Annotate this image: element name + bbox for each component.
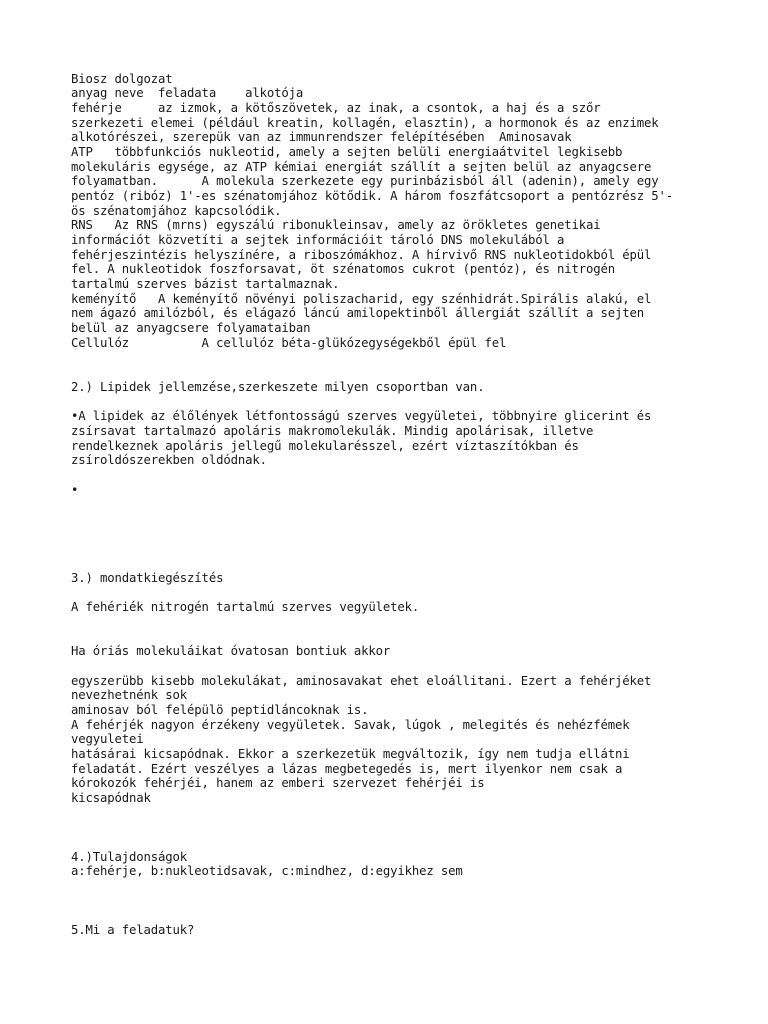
text-line: feladatát. Ezért veszélyes a lázas megbetegedés is, mert ilyenkor nem csak a bbox=[71, 762, 623, 776]
text-line: vegyuletei bbox=[71, 732, 144, 746]
section-heading: 4.)Tulajdonságok bbox=[71, 850, 188, 864]
text-line: folyamatban. A molekula szerkezete egy purinbázisból áll (adenin), amely egy bbox=[71, 174, 659, 188]
text-line: kicsapódnak bbox=[71, 791, 151, 805]
bullet-empty: • bbox=[71, 483, 79, 497]
text-line: információt közvetíti a sejtek információit tároló DNS molekulából a bbox=[71, 233, 565, 247]
text-line: rendelkeznek apoláris jellegű molekularésszel, ezért víztaszítókban és bbox=[71, 439, 579, 453]
text-line: kórokozók fehérjéi, hanem az emberi szervezet fehérjéi is bbox=[71, 776, 485, 790]
text-line: zsírsavat tartalmazó apoláris makromolekulák. Mindig apolárisak, illetve bbox=[71, 424, 594, 438]
table-header-line: anyag neve feladata alkotója bbox=[71, 86, 304, 100]
text-line: tartalmú szerves bázist tartalmaznak. bbox=[71, 277, 340, 291]
section-heading: 3.) mondatkiegészítés bbox=[71, 571, 224, 585]
text-line: A fehérjék nagyon érzékeny vegyületek. Savak, lúgok , melegités és nehézfémek bbox=[71, 718, 630, 732]
text-line: nevezhetnénk sok bbox=[71, 688, 188, 702]
text-line: fel. A nukleotidok foszforsavat, öt szénatomos cukrot (pentóz), és nitrogén bbox=[71, 262, 616, 276]
document-title: Biosz dolgozat bbox=[71, 72, 173, 86]
text-line: A fehériék nitrogén tartalmú szerves vegyületek. bbox=[71, 600, 420, 614]
text-line: belül az anyagcsere folyamataiban bbox=[71, 321, 311, 335]
text-line: keményítő A keményítő növényi poliszacharid, egy szénhidrát.Spirális alakú, el bbox=[71, 292, 652, 306]
text-line: ATP többfunkciós nukleotid, amely a sejten belüli energiaátvitel legkisebb bbox=[71, 145, 623, 159]
text-line: ös szénatomjához kapcsolódik. bbox=[71, 204, 282, 218]
text-line: fehérjeszintézis helyszínére, a riboszómákhoz. A hírvivő RNS nukleotidokból épül bbox=[71, 248, 652, 262]
section-heading: 2.) Lipidek jellemzése,szerkeszete milyen csoportban van. bbox=[71, 380, 485, 394]
text-line: zsíroldószerekben oldódnak. bbox=[71, 453, 267, 467]
text-line: szerkezeti elemei (például kreatin, kollagén, elasztin), a hormonok és az enzimek bbox=[71, 116, 659, 130]
text-line: egyszerübb kisebb molekulákat, aminosavakat ehet eloállitani. Ezert a fehérjéket bbox=[71, 674, 652, 688]
text-line: fehérje az izmok, a kötőszövetek, az inak, a csontok, a haj és a szőr bbox=[71, 101, 601, 115]
text-line: nem ágazó amilózból, és elágazó láncú amilopektinből állergiát szállít a sejten bbox=[71, 306, 645, 320]
text-line: Ha óriás molekuláikat óvatosan bontiuk akkor bbox=[71, 644, 391, 658]
text-line: Cellulóz A cellulóz béta-glükózegységekből épül fel bbox=[71, 336, 507, 350]
text-line: RNS Az RNS (mrns) egyszálú ribonukleinsav, amely az örökletes genetikai bbox=[71, 218, 601, 232]
text-line: hatásárai kicsapódnak. Ekkor a szerkezetük megváltozik, így nem tudja ellátni bbox=[71, 747, 630, 761]
section-heading: 5.Mi a feladatuk? bbox=[71, 923, 195, 937]
text-line: a:fehérje, b:nukleotidsavak, c:mindhez, d:egyikhez sem bbox=[71, 864, 463, 878]
text-line: alkotórészei, szerepük van az immunrendszer felépítésében Aminosavak bbox=[71, 130, 572, 144]
text-line: aminosav ból felépülö peptidláncoknak is. bbox=[71, 703, 369, 717]
text-line: pentóz (ribóz) 1'-es szénatomjához kötődik. A három foszfátcsoport a pentózrész 5'- bbox=[71, 189, 674, 203]
text-line: molekuláris egysége, az ATP kémiai energiát szállít a sejten belül az anyagcsere bbox=[71, 160, 652, 174]
bullet-line: •A lipidek az élőlények létfontosságú szerves vegyületei, többnyire glicerint és bbox=[71, 409, 652, 423]
